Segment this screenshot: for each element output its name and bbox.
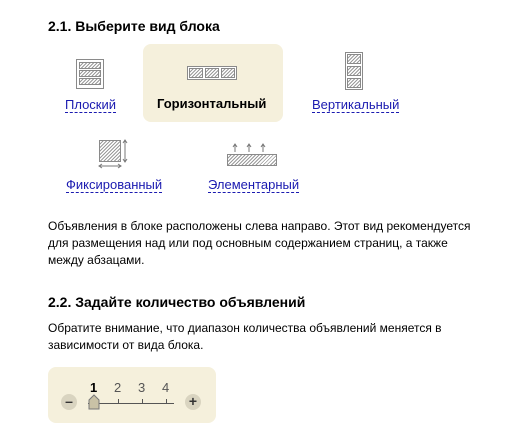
vertical-block-icon [345, 52, 363, 90]
block-option-vertical[interactable] [308, 52, 403, 114]
block-type-description: Объявления в блоке расположены слева направо. Этот вид рекомендуется для размещения над или под основным содержанием страниц, а также между абзацами. [48, 219, 471, 267]
block-option-fixed-label[interactable]: Фиксированный [66, 177, 163, 192]
slider-tick-label[interactable]: 2 [114, 380, 122, 395]
slider-tick-mark [166, 399, 167, 404]
elementary-block-icon [227, 142, 279, 168]
block-option-flat[interactable] [60, 55, 122, 117]
flat-block-icon [76, 59, 104, 89]
block-option-vertical-label[interactable]: Вертикальный [312, 97, 400, 112]
ad-count-note: Обратите внимание, что диапазон количества объявлений меняется в зависимости от вида блока. [48, 321, 442, 352]
increase-button[interactable]: + [185, 394, 201, 410]
block-option-horizontal-label: Горизонтальный [157, 96, 267, 111]
slider-thumb[interactable] [88, 394, 100, 410]
fixed-block-icon [97, 138, 131, 170]
block-option-fixed[interactable] [62, 138, 172, 198]
section-title-block-type: 2.1. Выберите вид блока [48, 18, 220, 34]
ad-count-slider [48, 367, 216, 423]
decrease-button[interactable]: – [61, 394, 77, 410]
slider-track[interactable] [88, 403, 174, 404]
section-title-ad-count: 2.2. Задайте количество объявлений [48, 294, 306, 310]
slider-tick-mark [118, 399, 119, 404]
slider-tick-mark [142, 399, 143, 404]
slider-tick-label[interactable]: 3 [138, 380, 146, 395]
slider-tick-label[interactable]: 4 [162, 380, 170, 395]
slider-tick-label[interactable]: 1 [90, 380, 98, 395]
block-option-horizontal[interactable] [143, 44, 283, 122]
block-option-elementary[interactable] [205, 140, 305, 198]
block-option-flat-label[interactable]: Плоский [65, 97, 117, 112]
block-option-elementary-label[interactable]: Элементарный [208, 177, 300, 192]
horizontal-block-icon [187, 66, 237, 80]
